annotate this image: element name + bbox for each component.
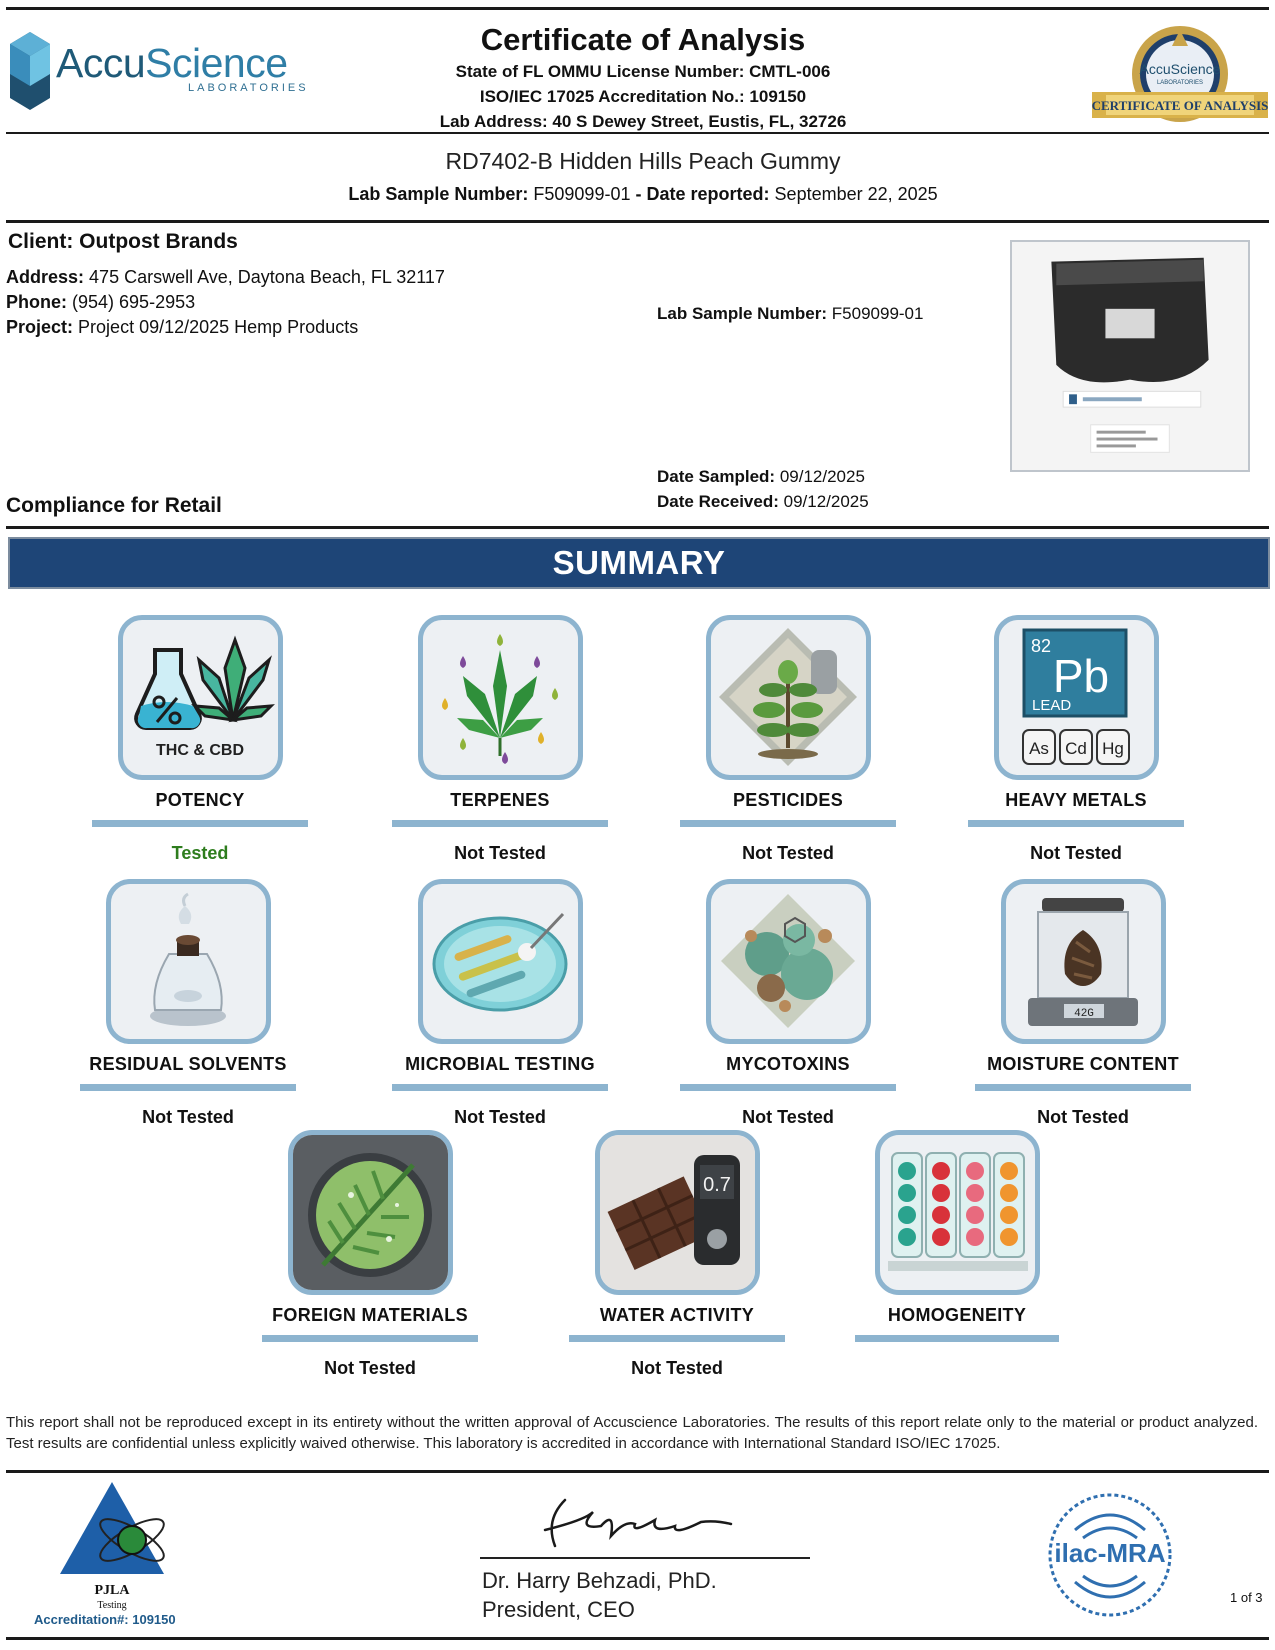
test-underline <box>855 1335 1059 1342</box>
phone-label: Phone: <box>6 292 67 312</box>
logo-name-part1: Accu <box>56 40 146 86</box>
test-card-moisture <box>970 879 1196 1129</box>
compliance-label: Compliance for Retail <box>6 494 222 517</box>
logo-name-part2: Science <box>145 40 288 86</box>
arsenic-symbol: As <box>1028 739 1049 758</box>
magnified-leaf-icon <box>288 1130 453 1295</box>
summary-rule <box>6 526 1269 529</box>
date-sampled-label: Date Sampled: <box>657 467 776 486</box>
signer-title: President, CEO <box>482 1597 635 1622</box>
project-label: Project: <box>6 317 74 337</box>
test-underline <box>80 1084 296 1091</box>
test-status: Tested <box>171 843 229 863</box>
pjla-logo-icon <box>34 1482 214 1632</box>
test-status: Not Tested <box>742 843 834 863</box>
petri-dish-icon <box>418 879 583 1044</box>
lead-element-icon <box>994 615 1159 780</box>
pjla-accreditation: Accreditation#: 109150 <box>34 1612 176 1627</box>
test-name: MYCOTOXINS <box>726 1054 850 1074</box>
test-name: WATER ACTIVITY <box>599 1305 755 1325</box>
project-value: Project 09/12/2025 Hemp Products <box>78 317 359 337</box>
ilac-mra-logo-icon <box>1045 1490 1175 1620</box>
spray-plant-icon <box>706 615 871 780</box>
test-status: Not Tested <box>1030 843 1122 863</box>
header-rule <box>6 132 1269 134</box>
cadmium-symbol: Cd <box>1064 739 1087 758</box>
lead-label: LEAD <box>1031 697 1071 714</box>
seal-ribbon-text: CERTIFICATE OF ANALYSIS <box>1092 98 1268 113</box>
test-name: HEAVY METALS <box>1005 790 1147 810</box>
sample-photo <box>1010 240 1250 472</box>
test-underline <box>975 1084 1191 1091</box>
test-name: MICROBIAL TESTING <box>405 1054 595 1074</box>
test-card-homogeneity <box>844 1130 1070 1380</box>
client-rule <box>6 220 1269 223</box>
test-name: TERPENES <box>450 790 550 810</box>
test-status <box>844 1358 1070 1380</box>
pjla-sub: Testing <box>97 1600 127 1611</box>
test-card-microbial <box>387 879 613 1129</box>
test-card-residual-solvents <box>75 879 301 1129</box>
disclaimer-text: This report shall not be reproduced except in its entirety without the written approval of Accuscience Laboratories. The results of this report relate only to the material or product analyzed. Test results are confidential unless explicitly waived otherwise. This laboratory is accredited in accordance with International Standard ISO/IEC 17025. <box>6 1414 1258 1452</box>
test-card-foreign-materials <box>257 1130 483 1380</box>
product-name: RD7402-B Hidden Hills Peach Gummy <box>445 148 841 174</box>
test-underline <box>680 1084 896 1091</box>
top-rule <box>6 7 1269 10</box>
moisture-analyzer-icon <box>1001 879 1166 1044</box>
lead-number: 82 <box>1030 636 1051 656</box>
client-name: Client: Outpost Brands <box>8 230 238 253</box>
test-underline <box>968 820 1184 827</box>
test-status: Not Tested <box>1037 1107 1129 1127</box>
phone-value: (954) 695-2953 <box>72 292 196 312</box>
client-project <box>6 317 358 338</box>
date-reported-label: Date reported: <box>646 184 770 204</box>
date-received-value: 09/12/2025 <box>783 492 869 511</box>
separator: - <box>635 184 642 204</box>
date-reported-value: September 22, 2025 <box>774 184 938 204</box>
client-address <box>6 267 445 288</box>
footer-rule <box>6 1470 1269 1473</box>
test-status: Not Tested <box>454 1107 546 1127</box>
test-card-heavy-metals <box>963 615 1189 865</box>
date-sampled-value: 09/12/2025 <box>779 467 865 486</box>
bottom-rule <box>6 1637 1269 1640</box>
accuscience-cube-icon <box>10 32 50 110</box>
thc-cbd-flask-icon <box>118 615 283 780</box>
pjla-name: PJLA <box>94 1583 130 1598</box>
seal-top-text: AccuScience <box>1139 61 1221 77</box>
test-name: POTENCY <box>155 790 245 810</box>
test-underline <box>262 1335 478 1342</box>
test-underline <box>680 820 896 827</box>
address-label: Address: <box>6 267 85 287</box>
test-name: FOREIGN MATERIALS <box>272 1305 468 1325</box>
test-underline <box>569 1335 785 1342</box>
test-card-potency <box>87 615 313 865</box>
potency-icon-text: THC & CBD <box>155 742 244 759</box>
moisture-readout: 42G <box>1073 1008 1094 1020</box>
mercury-symbol: Hg <box>1101 739 1124 758</box>
date-received <box>657 492 869 512</box>
test-underline <box>392 820 608 827</box>
lab-sample-label: Lab Sample Number: <box>657 304 828 323</box>
test-status: Not Tested <box>454 843 546 863</box>
test-card-terpenes <box>387 615 613 865</box>
seal-sub-text: LABORATORIES <box>1156 80 1204 86</box>
test-card-pesticides <box>675 615 901 865</box>
lab-logo-wordmark <box>56 40 288 87</box>
lab-address-line: Lab Address: 40 S Dewey Street, Eustis, FL, 32726 <box>439 112 847 131</box>
client-phone <box>6 292 195 313</box>
test-underline <box>392 1084 608 1091</box>
ilac-text: ilac-MRA <box>1054 1538 1166 1568</box>
mold-spores-icon <box>706 879 871 1044</box>
sample-report-line <box>200 184 1086 205</box>
certificate-title: Certificate of Analysis <box>480 22 806 57</box>
signature-image <box>505 1490 765 1554</box>
logo-subtitle: LABORATORIES <box>188 82 309 94</box>
test-status: Not Tested <box>142 1107 234 1127</box>
sample-number-value: F509099-01 <box>533 184 631 204</box>
test-underline <box>92 820 308 827</box>
iso-line: ISO/IEC 17025 Accreditation No.: 109150 <box>479 87 807 106</box>
test-name: PESTICIDES <box>732 790 844 810</box>
test-status: Not Tested <box>324 1358 416 1378</box>
gummy-tubes-icon <box>875 1130 1040 1295</box>
lab-sample-number <box>657 304 923 324</box>
date-sampled <box>657 467 865 487</box>
solvent-vial-icon <box>106 879 271 1044</box>
test-card-mycotoxins <box>675 879 901 1129</box>
date-received-label: Date Received: <box>657 492 779 511</box>
test-name: RESIDUAL SOLVENTS <box>89 1054 287 1074</box>
address-value: 475 Carswell Ave, Daytona Beach, FL 32117 <box>89 267 445 287</box>
water-activity-readout: 0.7 <box>702 1174 731 1196</box>
cannabis-leaf-droplets-icon <box>418 615 583 780</box>
test-card-water-activity <box>564 1130 790 1380</box>
lead-symbol: Pb <box>1052 650 1109 702</box>
test-status: Not Tested <box>742 1107 834 1127</box>
summary-banner: SUMMARY <box>8 537 1270 589</box>
sample-number-label: Lab Sample Number: <box>348 184 529 204</box>
test-name: MOISTURE CONTENT <box>987 1054 1179 1074</box>
certificate-seal-icon <box>1092 16 1268 126</box>
license-line: State of FL OMMU License Number: CMTL-006 <box>455 62 831 81</box>
signer-name: Dr. Harry Behzadi, PhD. <box>482 1568 717 1593</box>
water-activity-meter-icon <box>595 1130 760 1295</box>
page-number: 1 of 3 <box>1230 1590 1263 1605</box>
test-name: HOMOGENEITY <box>887 1305 1027 1325</box>
test-status: Not Tested <box>631 1358 723 1378</box>
lab-sample-value: F509099-01 <box>831 304 924 323</box>
signature-line <box>480 1557 810 1559</box>
